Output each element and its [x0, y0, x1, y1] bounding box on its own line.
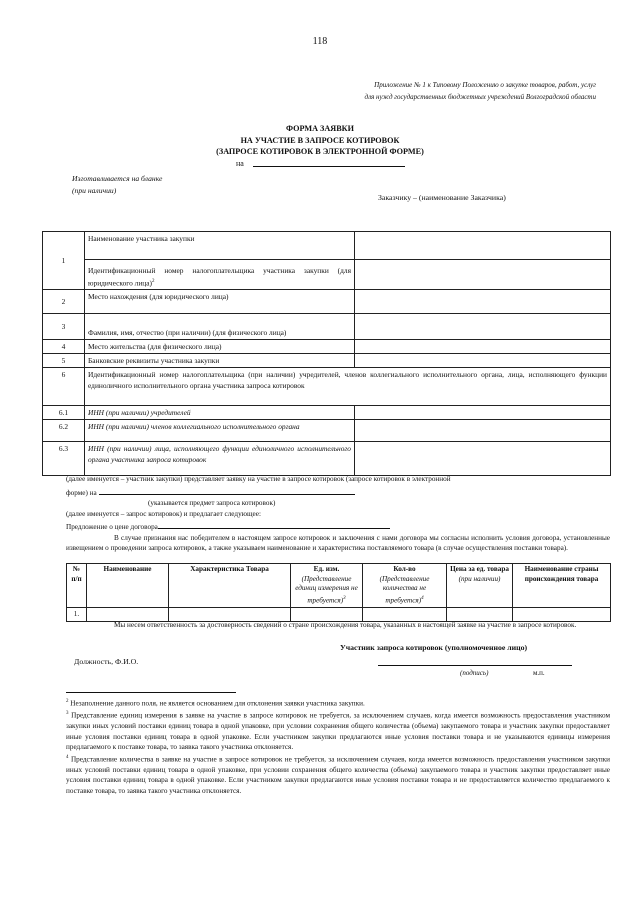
body-line: (далее именуется – участник закупки) представляет заявку на участие в запросе котировок (запросе котировок в электронной: [66, 475, 451, 483]
title-line-3: (ЗАПРОСЕ КОТИРОВОК В ЭЛЕКТРОННОЙ ФОРМЕ): [216, 147, 424, 156]
body-line: (далее именуется – запрос котировок) и предлагает следующее:: [66, 509, 261, 518]
blank-note-line-1: Изготавливается на бланке: [72, 174, 163, 183]
body-line: [66, 485, 610, 499]
row-number: 6.3: [43, 442, 85, 476]
table-row: [43, 314, 611, 340]
price-offer-field[interactable]: [158, 519, 390, 529]
col-header-quantity: [363, 564, 447, 608]
col-header-characteristics: Характеристика Товара: [169, 564, 291, 608]
blank-note-line-2: (при наличии): [72, 185, 117, 195]
row-value: [355, 420, 611, 442]
page-number: 118: [312, 36, 328, 47]
subject-blank-field[interactable]: [99, 485, 355, 495]
row-value: [355, 260, 611, 290]
table-row: [43, 290, 611, 314]
footnote-text: Представление количества в заявке на участие в запросе котировок не требуется, за исключением случаев, когда имеется возможность предоставления участником закупки иных условий поставки единиц товара в одной упаковке, при условии сохранения общего количества (объема) закупаемого товара и участник закупки предоставляет иные условия поставки единиц товара в одной упаковке. Если участником закупки предлагаются иные условия поставки товара и не предоставляется количество предлагаемого к поставке товара, то заявка такого участника отклоняется.: [66, 755, 611, 795]
row-value: [355, 290, 611, 314]
footnote-ref: 2: [152, 278, 155, 284]
title-line-1: ФОРМА ЗАЯВКИ: [286, 124, 354, 133]
row-value: [355, 232, 611, 260]
body-line: [66, 519, 610, 533]
col-header-num: № п/п: [67, 564, 87, 608]
table-row: [43, 354, 611, 368]
signature-position: Должность, Ф.И.О.: [74, 657, 139, 666]
table-row: [43, 420, 611, 442]
goods-table: [66, 563, 611, 622]
row-number: 6: [43, 368, 85, 406]
col-header-unit-sub: [293, 575, 360, 606]
row-value: [355, 406, 611, 420]
footnote-divider: [66, 692, 236, 693]
participant-table: [42, 231, 611, 476]
signature-participant: Участник запроса котировок (уполномоченное лицо): [340, 643, 528, 652]
row-label: Банковские реквизиты участника закупки: [85, 354, 355, 368]
row-label: Место нахождения (для юридического лица): [85, 290, 355, 314]
col-header-price: [447, 564, 513, 608]
row-label-text: Идентификационный номер налогоплательщика участника закупки (для юридического лица): [88, 265, 351, 287]
price-offer-label: Предложение о цене договора: [66, 523, 158, 531]
col-header-quantity-main: Кол-во: [393, 565, 416, 573]
title-line-2: НА УЧАСТИЕ В ЗАПРОСЕ КОТИРОВОК: [240, 135, 400, 145]
row-number: 2: [43, 290, 85, 314]
col-header-unit-main: Ед. изм.: [313, 565, 340, 573]
table-row: [43, 260, 611, 290]
body-paragraph-agreement: В случае признания нас победителем в настоящем запросе котировок и заключения с нами договора мы согласны исполнить условия договора, установленные извещением о проведении запроса котировок, а также указываем наименование и характеристика поставляемого товара (в случае осуществления поставки товара).: [66, 533, 610, 552]
signature-sign-label: (подпись): [460, 669, 489, 677]
body-paragraph-1: [66, 474, 610, 554]
footnote-number: 4: [66, 754, 69, 760]
table-row: [43, 232, 611, 260]
row-label: Идентификационный номер налогоплательщика (при наличии) учредителей, членов коллегиального исполнительного органа, лица, исполняющего функции единоличного исполнительного органа участника запроса котировок: [85, 368, 611, 406]
table-row: [43, 442, 611, 476]
table-row: [43, 406, 611, 420]
row-number: 6.1: [43, 406, 85, 420]
col-header-unit: [291, 564, 363, 608]
footnote-number: 3: [66, 710, 69, 716]
row-label: Фамилия, имя, отчество (при наличии) (для физического лица): [85, 314, 355, 340]
signature-stamp-label: м.п.: [533, 669, 545, 677]
appendix-line-2: для нужд государственных бюджетных учреждений Волгоградской области: [364, 92, 596, 101]
row-value: [355, 314, 611, 340]
col-header-unit-note: (Представление единиц измерения не требуется): [295, 574, 358, 604]
row-label: ИНН (при наличии) членов коллегиального исполнительного органа: [85, 420, 355, 442]
row-label: Место жительства (для физического лица): [85, 340, 355, 354]
col-header-quantity-note: (Представление количества не требуется): [379, 574, 430, 604]
title-na: на: [236, 159, 244, 168]
col-header-name: Наименование: [87, 564, 169, 608]
appendix-line-1: Приложение № 1 к Типовому Положению о закупке товаров, работ, услуг: [374, 81, 596, 89]
col-header-price-sub: (при наличии): [458, 574, 501, 583]
row-value: [355, 340, 611, 354]
table-cell: 1.: [67, 608, 87, 622]
row-number: 1: [43, 232, 85, 290]
table-header-row: [67, 564, 611, 608]
blank-note: [72, 173, 162, 196]
col-header-quantity-sub: [365, 575, 444, 606]
body-paragraph-responsibility: Мы несем ответственность за достоверность сведений о стране происхождения товара, указанных в настоящей заявке на участие в запросе котировок.: [114, 621, 577, 629]
row-number: 3: [43, 314, 85, 340]
row-label: ИНН (при наличии) лица, исполняющего функции единоличного исполнительного органа участника запроса котировок: [85, 442, 355, 476]
footnote-number: 2: [66, 699, 69, 704]
row-label: Наименование участника закупки: [85, 232, 355, 260]
footnote: [66, 753, 610, 797]
col-header-country: Наименование страны происхождения товара: [513, 564, 611, 608]
row-number: 4: [43, 340, 85, 354]
subject-hint: (указывается предмет запроса котировок): [148, 499, 276, 507]
col-header-price-main: Цена за ед. товара: [450, 565, 509, 573]
row-value: [355, 442, 611, 476]
subject-blank-line: [253, 166, 405, 167]
row-number: 6.2: [43, 420, 85, 442]
row-value: [355, 354, 611, 368]
appendix-note: [126, 80, 596, 103]
body-line-text: форме) на: [66, 488, 97, 497]
footnote-text: Незаполнение данного поля, не является основанием для отклонения заявки участника закупки.: [70, 699, 365, 708]
row-number: 5: [43, 354, 85, 368]
footnote-ref: 4: [421, 595, 424, 601]
row-label: ИНН (при наличии) учредителей: [85, 406, 355, 420]
footnote: [66, 697, 610, 709]
footnote-ref: 3: [343, 595, 346, 601]
customer-addressee: Заказчику – (наименование Заказчика): [378, 193, 506, 202]
footnote: [66, 709, 610, 753]
footnotes: [66, 697, 610, 797]
row-label: [85, 260, 355, 290]
footnote-text: Представление единиц измерения в заявке на участие в запросе котировок не требуется, за исключением случаев, когда имеется возможность предоставления участником закупки иных условий поставки единиц товара в одной упаковке, при условии сохранения общего количества (объема) закупаемого товара и участник закупки предоставляет иные условия поставки единиц товара в одной упаковке. Если участником закупки предлагаются иные условия поставки товара и не указываются единицы измерения предлагаемого к поставке товара, то заявка такого участника отклоняется.: [66, 711, 610, 752]
table-row: [43, 340, 611, 354]
signature-line[interactable]: [378, 665, 572, 666]
form-title: [0, 123, 640, 158]
table-row: [43, 368, 611, 406]
